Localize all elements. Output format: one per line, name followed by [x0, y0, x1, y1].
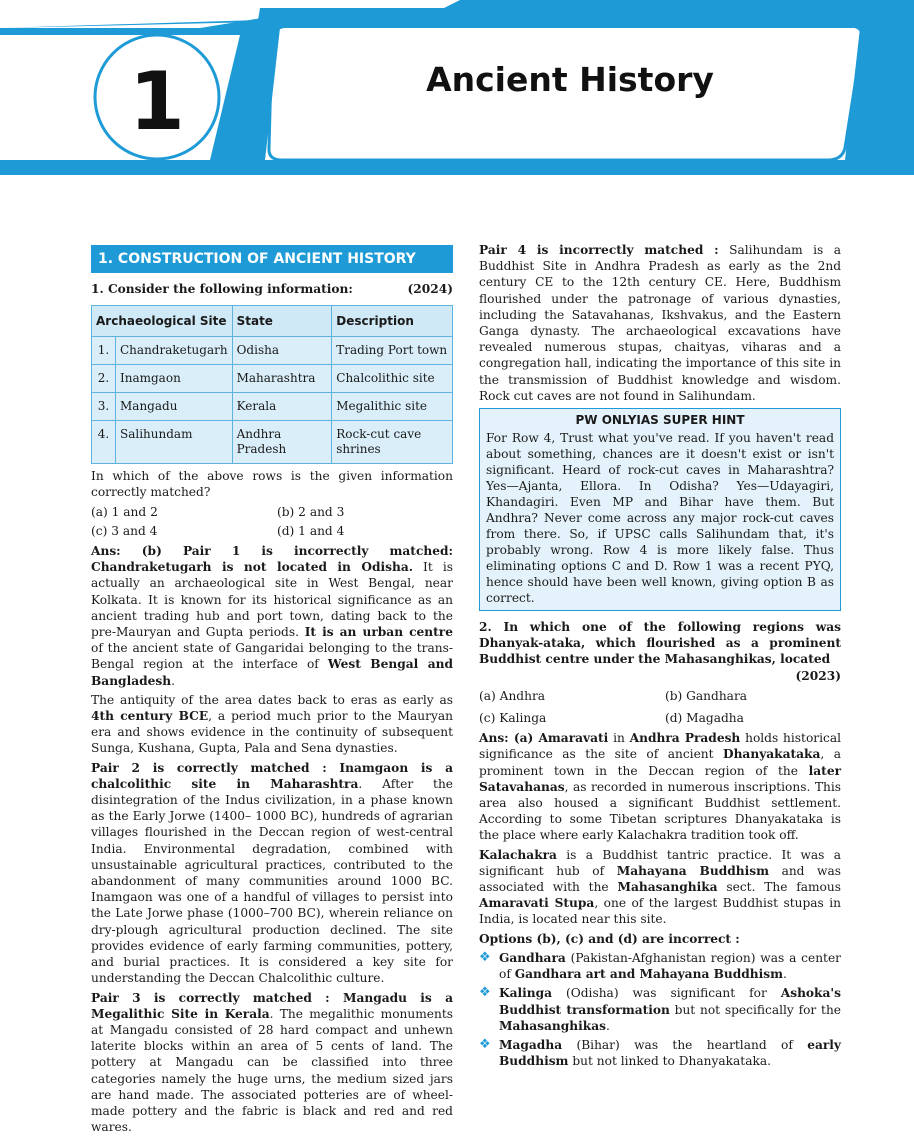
bold-text: Mahasanghika: [617, 880, 718, 895]
option-a: (a) Andhra: [479, 688, 546, 703]
answer-1-paragraph: [91, 543, 453, 689]
table-row: [92, 337, 453, 365]
text: but not specifically for the: [669, 1002, 841, 1017]
antiquity-paragraph: [91, 692, 453, 757]
table-cell: Inamgaon: [116, 365, 233, 393]
question-2-year: (2023): [795, 668, 841, 683]
question-2-text: 2. In which one of the following regions was Dhanyak-ataka, which flourished as a prominent Buddhist centre under the Mahasanghikas, located: [479, 620, 841, 667]
table-row: [92, 365, 453, 393]
answer-2-paragraph: [479, 730, 841, 843]
table-cell: Rock-cut cave shrines: [332, 421, 453, 464]
question-2: [479, 619, 841, 684]
section-heading: 1. CONSTRUCTION OF ANCIENT HISTORY: [91, 245, 453, 273]
table-cell: Trading Port town: [332, 337, 453, 365]
option-d: (d) 1 and 4: [277, 523, 345, 538]
option-b: (b) Gandhara: [665, 688, 748, 703]
text: , as recorded in numerous inscriptions. This area also housed a significant Buddhist settlement. According to some Tibetan scriptures Dhanyakataka is the place where early Kalachakra tradition took off.: [479, 779, 841, 843]
text: .: [171, 673, 175, 688]
table-cell: Chandraketugarh: [116, 337, 233, 365]
text: is a Buddhist tantric practice. It was a significant hub of: [479, 847, 841, 878]
sites-table: [91, 305, 453, 464]
table-cell: Kerala: [232, 393, 332, 421]
text: sect. The famous: [717, 880, 841, 895]
bold-text: Amaravati Stupa: [479, 896, 595, 911]
table-cell: Odisha: [232, 337, 332, 365]
table-cell: 1.: [92, 337, 116, 365]
right-column: [479, 242, 841, 1072]
table-cell: Salihundam: [116, 421, 233, 464]
pair-2-paragraph: [91, 760, 453, 987]
option-c: (c) 3 and 4: [91, 523, 158, 538]
diamond-bullet-icon: ❖: [479, 949, 491, 965]
bold-text: Magadha: [499, 1037, 563, 1052]
bold-text: Ans: (a) Amaravati: [479, 731, 609, 746]
table-cell: 4.: [92, 421, 116, 464]
super-hint-title: PW ONLYIAS SUPER HINT: [575, 413, 745, 428]
question-1-options: [91, 504, 453, 539]
table-cell: Megalithic site: [332, 393, 453, 421]
bold-text: later Satavahanas: [479, 763, 841, 794]
bold-text: Gandhara: [499, 950, 566, 965]
pair-3-paragraph: [91, 990, 453, 1136]
super-hint-text: For Row 4, Trust what you've read. If you haven't read about something, chances are it doesn't exist or isn't significant. Heard of rock-cut caves in Maharashtra? Yes—Ajanta, Ellora. In Odisha? Yes—Udayagiri, Khandagiri. Even MP and Bihar have them. But Andhra? Never come across any major rock-cut caves from there. So, if UPSC calls Salihundam that, it's probably wrong. Row 4 is more likely false. Thus eliminating options C and D. Row 1 was a recent PYQ, hence should have been well known, giving option B as correct.: [486, 431, 834, 606]
text: in: [608, 731, 630, 746]
bold-text: Gandhara art and Mahayana Buddhism: [514, 967, 784, 982]
text: holds historical significance as the site of ancient: [479, 731, 841, 762]
bold-text: Mahayana Buddhism: [616, 863, 769, 878]
list-item: [479, 985, 841, 1034]
text: , one of the largest Buddhist stupas in India, is located near this site.: [479, 896, 841, 927]
text: . After the disintegration of the Indus civilization, in a phase known as the Early Jorwe (1400– 1000 BC), hundreds of agrarian villages flourished in the Deccan region of west-central India. Environmental degradation, combined with unsustainable agricultural practices, contributed to the abandonment of many communities around 1000 BC. Inamgaon was one of a handful of villages to persist into the Late Jorwe phase (1000–700 BC), wherein reliance on dry-plough agricultural production declined. The site provides evidence of early farming communities, pottery, and burial practices. It is considered a key site for understanding the Deccan Chalcolithic culture.: [91, 776, 453, 986]
table-header-row: [92, 306, 453, 337]
text: It is actually an archaeological site in West Bengal, near Kolkata. It is known for its historical significance as an ancient trading hub and port town, dating back to the pre-Mauryan and Gupta periods.: [91, 560, 453, 640]
list-item: [479, 1037, 841, 1069]
bold-text: Options (b), (c) and (d) are incorrect :: [479, 931, 740, 946]
table-cell: Andhra Pradesh: [232, 421, 332, 464]
kalachakra-paragraph: [479, 847, 841, 928]
table-cell: Chalcolithic site: [332, 365, 453, 393]
option-c: (c) Kalinga: [479, 711, 547, 726]
table-cell: Mangadu: [116, 393, 233, 421]
question-1-stem: In which of the above rows is the given information correctly matched?: [91, 469, 453, 500]
list-item: [479, 950, 841, 982]
options-incorrect-heading: [479, 931, 841, 947]
bold-text: Pair 4 is incorrectly matched :: [479, 243, 719, 257]
table-header: Archaeological Site: [92, 306, 233, 337]
option-b: (b) 2 and 3: [277, 504, 345, 519]
text: but not linked to Dhanyakataka.: [568, 1054, 771, 1069]
question-1: [91, 281, 453, 297]
bold-text: Dhanyakataka: [723, 747, 821, 762]
super-hint-box: [479, 408, 841, 611]
text: Salihundam is a Buddhist Site in Andhra Pradesh as early as the 2nd century CE to the 12th century CE. Here, Buddhism flourished under the patronage of various dynasties, including the Satavahanas, Ikshvakus, and the Eastern Ganga dynasty. The archaeological excavations have revealed numerous stupas, chaityas, viharas and a congregation hall, indicating the importance of this site in the transmission of Buddhist knowledge and wisdom. Rock cut caves are not found in Salihundam.: [479, 243, 841, 403]
bold-text: Kalinga: [499, 986, 553, 1001]
question-1-text: 1. Consider the following information:: [91, 282, 353, 296]
bold-text: West Bengal and Bangladesh: [91, 657, 453, 688]
left-column: [91, 245, 453, 1138]
bold-text: Mahasanghikas: [499, 1018, 606, 1033]
bold-text: Pair 2 is correctly matched : Inamgaon is a chalcolithic site in Maharashtra: [91, 760, 453, 791]
text: , a period much prior to the Mauryan era and shows evidence in the continuity of subsequent Sunga, Kushana, Gupta, Pala and Sena dynasties.: [91, 709, 453, 756]
diamond-bullet-icon: ❖: [479, 985, 491, 1001]
bold-text: It is an urban centre: [304, 625, 453, 640]
incorrect-options-list: [479, 950, 841, 1069]
table-row: [92, 421, 453, 464]
text: The antiquity of the area dates back to eras as early as: [91, 692, 453, 707]
text: and was associated with the: [479, 863, 842, 895]
table-header: Description: [332, 306, 453, 337]
text: (Bihar) was the heartland of: [562, 1037, 808, 1052]
text: , a prominent town in the Deccan region of the: [479, 747, 841, 778]
bold-text: Ashoka's Buddhist transformation: [499, 986, 841, 1017]
bold-text: 4th century BCE: [91, 709, 209, 724]
table-cell: 3.: [92, 393, 116, 421]
table-row: [92, 393, 453, 421]
bold-text: Pair 3 is correctly matched : Mangadu is a Megalithic Site in Kerala: [91, 990, 453, 1021]
table-cell: Maharashtra: [232, 365, 332, 393]
pair-4-paragraph: [479, 242, 841, 404]
answer-1-bold: Ans: (b) Pair 1 is incorrectly matched: Chandraketugarh is not located in Odisha.: [91, 544, 453, 575]
table-header: State: [232, 306, 332, 337]
chapter-title: Ancient History: [426, 60, 714, 99]
chapter-number: 1: [129, 55, 185, 148]
text: (Pakistan-Afghanistan region) was a center of: [499, 950, 841, 982]
bold-text: Andhra Pradesh: [629, 731, 741, 746]
option-a: (a) 1 and 2: [91, 504, 158, 519]
table-cell: 2.: [92, 365, 116, 393]
bold-text: Kalachakra: [479, 847, 557, 862]
question-2-options: [479, 688, 841, 726]
text: .: [783, 967, 787, 982]
question-1-year: (2024): [407, 282, 453, 296]
text: . The megalithic monuments at Mangadu consisted of 28 hard compact and unhewn laterite blocks within an area of 5 cents of land. The pottery at Mangadu can be classified into three categories namely the huge urns, the medium sized jars are hand made. The associated potteries are of wheel-made pottery and the fabric is black and red and red wares.: [91, 1006, 453, 1135]
bold-text: early Buddhism: [499, 1037, 841, 1069]
text: .: [605, 1018, 610, 1033]
text: (Odisha) was significant for: [552, 986, 781, 1001]
text: of the ancient state of Gangaridai belonging to the trans-Bengal region at the interface of: [91, 641, 453, 672]
diamond-bullet-icon: ❖: [479, 1036, 491, 1052]
option-d: (d) Magadha: [665, 711, 744, 726]
